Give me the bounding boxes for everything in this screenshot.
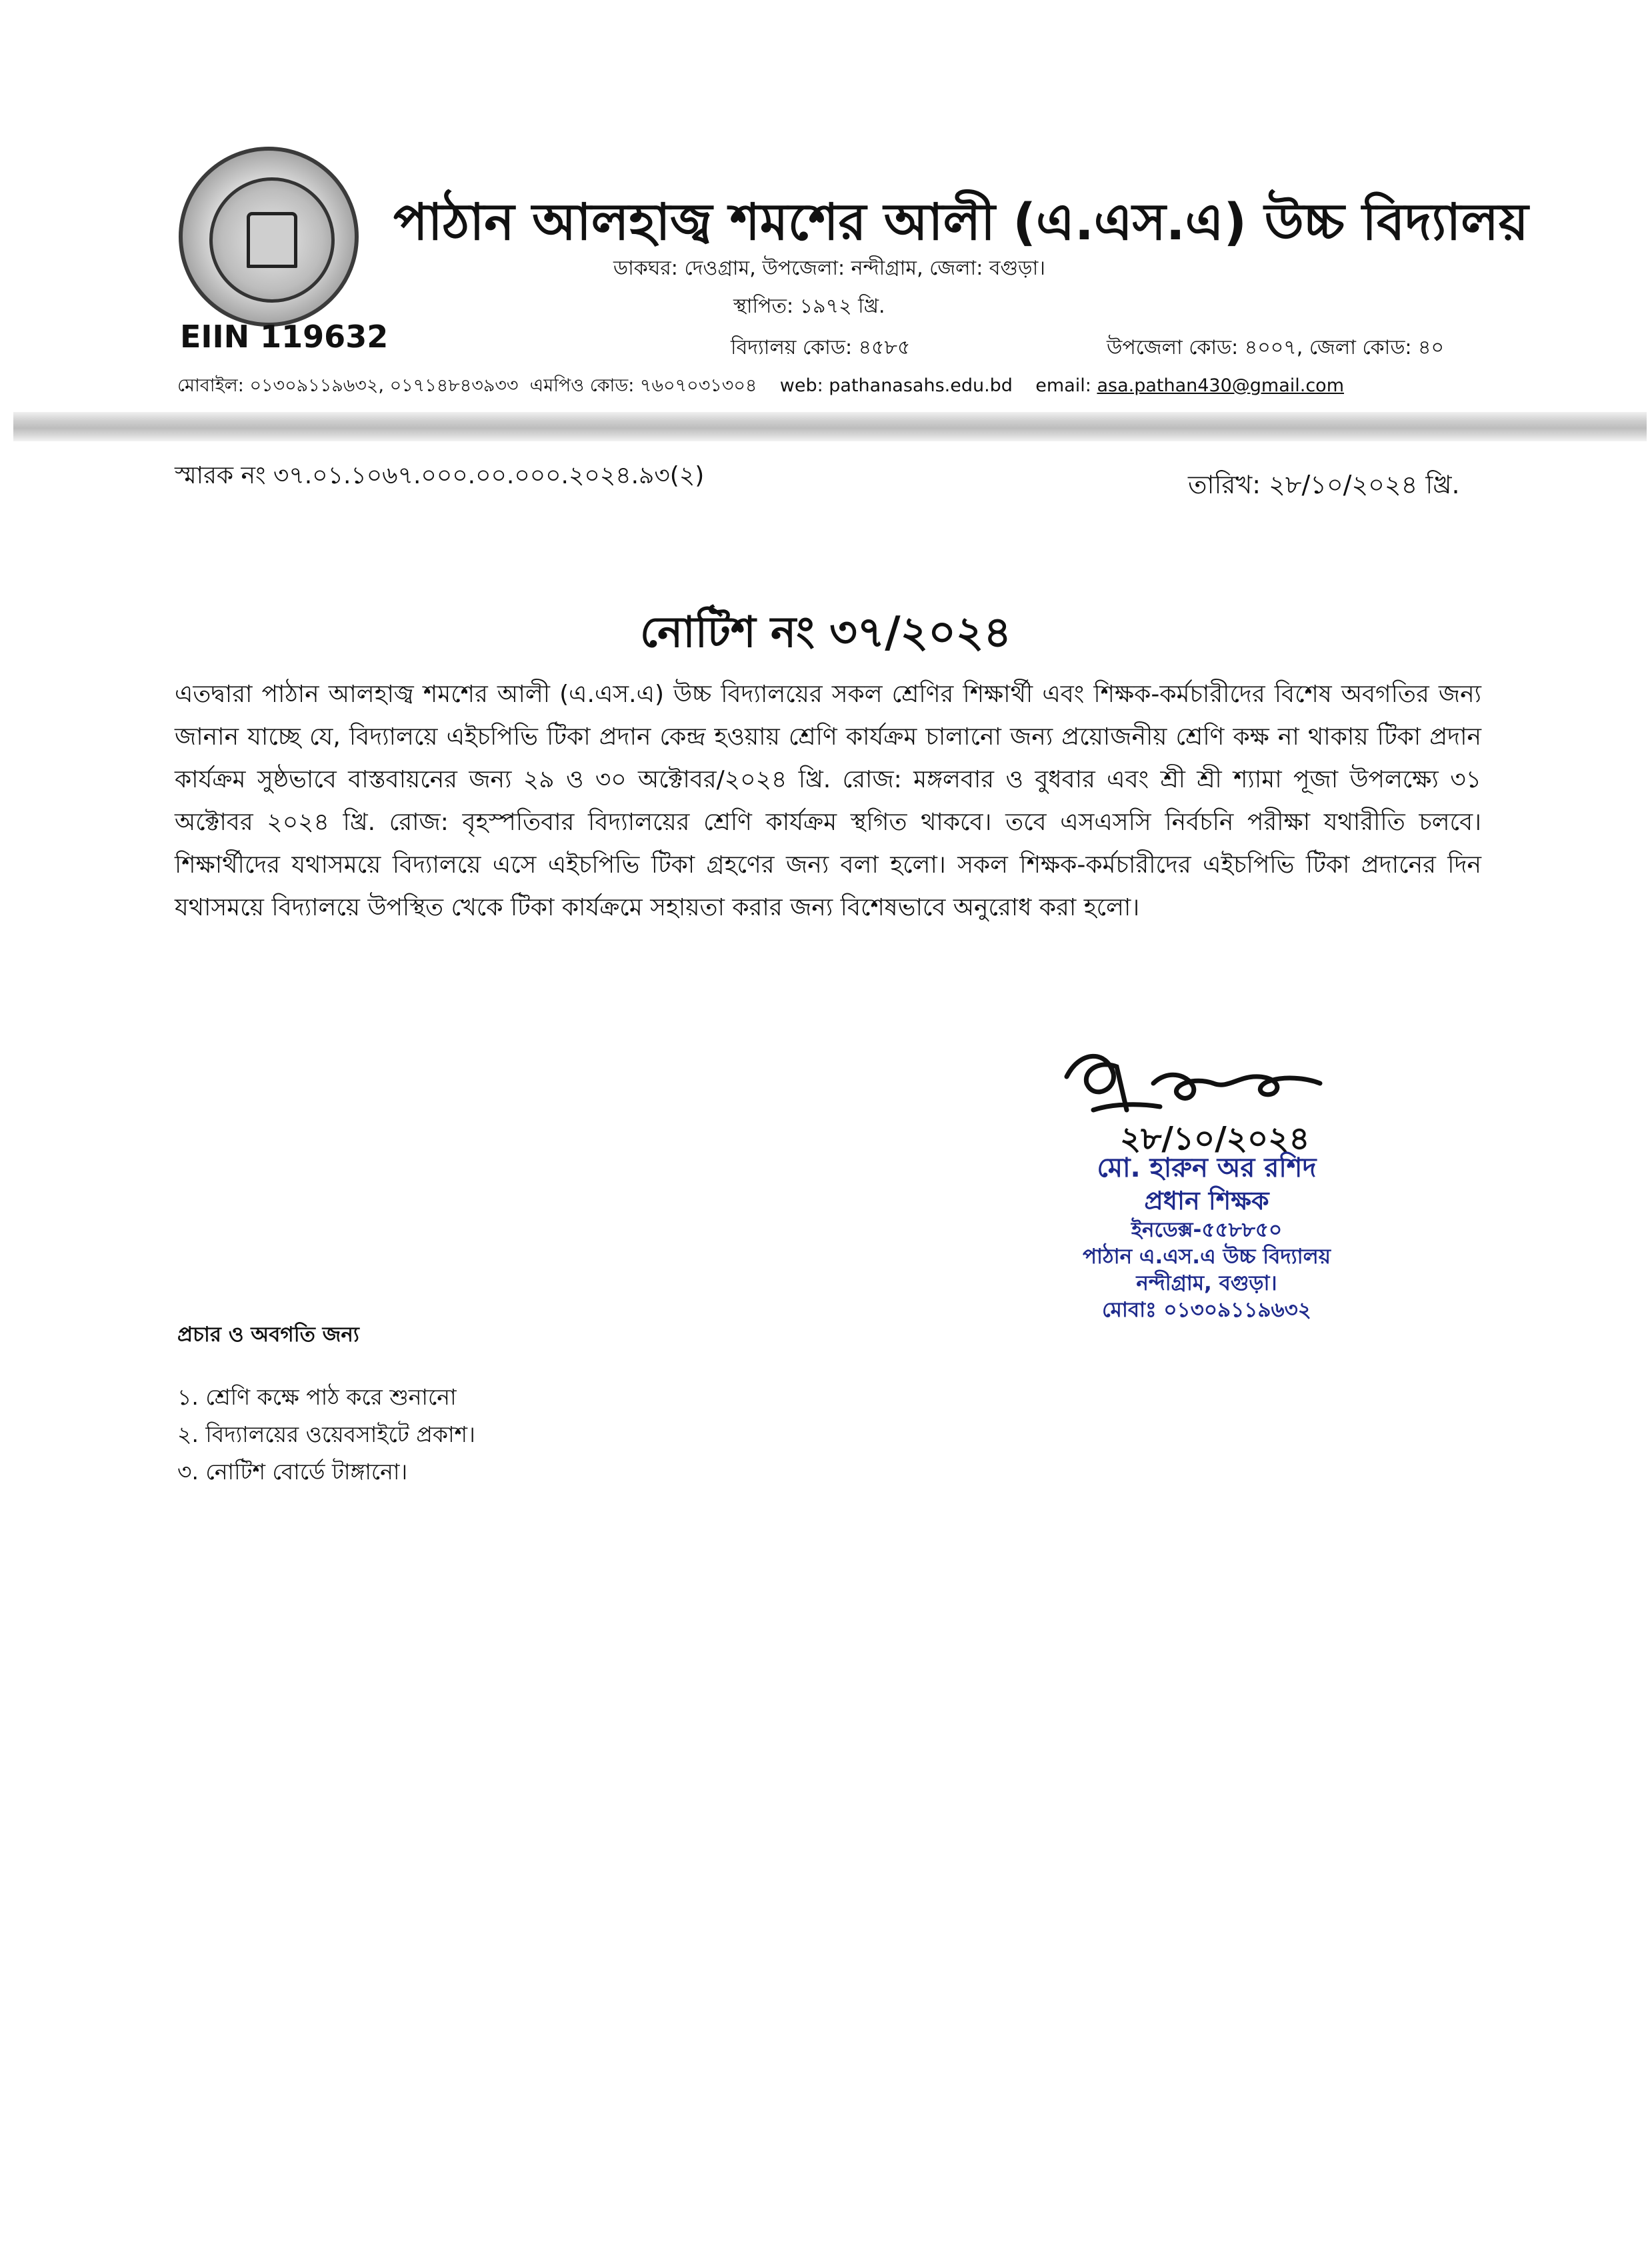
email-link[interactable]: asa.pathan430@gmail.com xyxy=(1097,375,1345,396)
website-link[interactable]: web: pathanasahs.edu.bd xyxy=(779,375,1013,396)
header-divider xyxy=(13,412,1647,441)
school-seal-logo xyxy=(179,147,359,327)
upazila-district-code: উপজেলা কোড: ৪০০৭, জেলা কোড: ৪০ xyxy=(1107,336,1445,359)
mpo-code: এমপিও কোড: ৭৬০৭০৩১৩০৪ xyxy=(529,375,757,396)
signatory-name: মো. হারুন অর রশিদ xyxy=(1097,1153,1317,1183)
signatory-location: নন্দীগ্রাম, বগুড়া। xyxy=(1136,1271,1277,1295)
list-item: ২. বিদ্যালয়ের ওয়েবসাইটে প্রকাশ। xyxy=(177,1421,475,1447)
school-code: বিদ্যালয় কোড: ৪৫৮৫ xyxy=(731,336,911,359)
memo-number: স্মারক নং ৩৭.০১.১০৬৭.০০০.০০.০০০.২০২৪.৯৩(২) xyxy=(175,462,705,489)
mobile-numbers: মোবাইল: ০১৩০৯১১৯৬৩২, ০১৭১৪৮৪৩৯৩৩ xyxy=(177,375,519,396)
notice-title: নোটিশ নং ৩৭/২০২৪ xyxy=(640,608,1012,657)
school-name: পাঠান আলহাজ্ব শমশের আলী (এ.এস.এ) উচ্চ বিদ্যালয় xyxy=(393,192,1529,251)
established-year: স্থাপিত: ১৯৭২ খ্রি. xyxy=(733,295,885,318)
signatory-index: ইনডেক্স-৫৫৮৮৫০ xyxy=(1131,1218,1283,1242)
list-item: ৩. নোটিশ বোর্ডে টাঙ্গানো। xyxy=(177,1459,408,1485)
signatory-school: পাঠান এ.এস.এ উচ্চ বিদ্যালয় xyxy=(1082,1245,1331,1269)
eiin-number: EIIN 119632 xyxy=(180,319,389,355)
signature-date: ২৮/১০/২০২৪ xyxy=(1120,1120,1310,1157)
notice-body: এতদ্বারা পাঠান আলহাজ্ব শমশের আলী (এ.এস.এ) উচ্চ বিদ্যালয়ের সকল শ্রেণির শিক্ষার্থী এবং শিক্ষক-কর্মচারীদের বিশেষ অবগতির জন্য জানান যাচ্ছে যে, বিদ্যালয়ে এইচপিভি টিকা প্রদান কেন্দ্র হওয়ায় শ্রেণি কার্যক্রম চালানো জন্য প্রয়োজনীয় শ্রেণি কক্ষ না থাকায় টিকা প্রদান কার্যক্রম সুষ্ঠভাবে বাস্তবায়নের জন্য ২৯ ও ৩০ অক্টোবর/২০২৪ খ্রি. রোজ: মঙ্গলবার ও বুধবার এবং শ্রী শ্রী শ্যামা পূজা উপলক্ষ্যে ৩১ অক্টোবর ২০২৪ খ্রি. রোজ: বৃহস্পতিবার বিদ্যালয়ের শ্রেণি কার্যক্রম স্থগিত থাকবে। তবে এসএসসি নির্বচনি পরীক্ষা যথারীতি চলবে। শিক্ষার্থীদের যথাসময়ে বিদ্যালয়ে এসে এইচপিভি টিকা গ্রহণের জন্য বলা হলো। সকল শিক্ষক-কর্মচারীদের এইচপিভি টিকা প্রদানের দিন যথাসময়ে বিদ্যালয়ে উপস্থিত খেকে টিকা কার্যক্রমে সহায়তা করার জন্য বিশেষভাবে অনুরোধ করা হলো। xyxy=(175,681,1481,921)
list-item: ১. শ্রেণি কক্ষে পাঠ করে শুনানো xyxy=(177,1384,457,1410)
circulation-heading: প্রচার ও অবগতি জন্য xyxy=(177,1323,359,1347)
email-label: email: xyxy=(1035,375,1091,396)
notice-date: তারিখ: ২৮/১০/২০২৪ খ্রি. xyxy=(1188,470,1460,499)
contact-line xyxy=(177,372,1344,402)
signatory-mobile: মোবাঃ ০১৩০৯১১৯৬৩২ xyxy=(1102,1298,1311,1322)
school-address: ডাকঘর: দেওগ্রাম, উপজেলা: নন্দীগ্রাম, জেলা: বগুড়া। xyxy=(613,257,1045,280)
signatory-stamp xyxy=(1047,1151,1367,1323)
signatory-designation: প্রধান শিক্ষক xyxy=(1144,1186,1269,1215)
circulation-list xyxy=(177,1379,475,1491)
